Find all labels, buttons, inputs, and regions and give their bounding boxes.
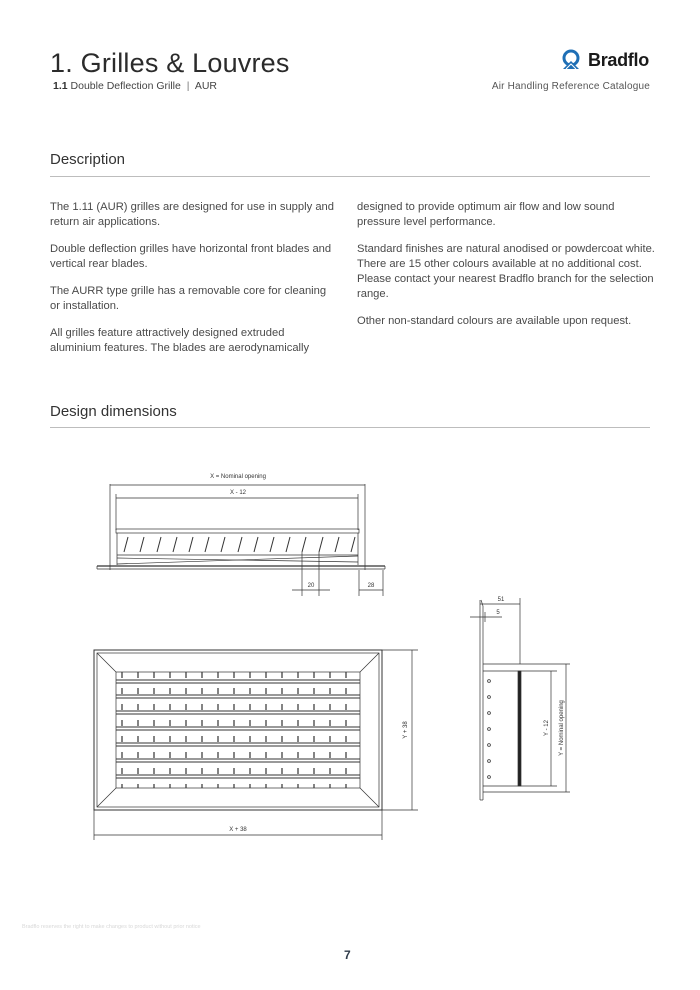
description-paragraph: Double deflection grilles have horizontal front blades and vertical rear blades. [50, 243, 332, 270]
dim-flange-thickness: 5 [496, 610, 500, 616]
description-heading: Description [50, 151, 126, 168]
footer-disclaimer: Bradflo reserves the right to make changes to product without prior notice [22, 924, 201, 930]
dim-y-nominal: Y = Nominal opening [559, 700, 565, 756]
brand-name: Bradflo [588, 49, 649, 70]
dim-x-nominal: X = Nominal opening [210, 474, 266, 480]
subtitle-number: 1.1 [53, 80, 68, 92]
description-divider [50, 176, 650, 177]
dim-x-minus-12: X - 12 [229, 490, 247, 496]
dim-y-minus-12: Y - 12 [544, 720, 550, 736]
description-paragraph: All grilles feature attractively designed extruded aluminium features. The blades are aerodynamically [50, 327, 310, 354]
description-paragraph: The 1.11 (AUR) grilles are designed for use in supply and return air applications. [50, 201, 334, 228]
page-number: 7 [344, 948, 351, 962]
technical-drawing [0, 440, 700, 860]
dim-blade-pitch: 20 [307, 583, 315, 589]
subtitle-separator: | [186, 80, 190, 92]
description-paragraph: Standard finishes are natural anodised or powdercoat white. There are 15 other colours available at no additional cost. Please contact your nearest Bradflo branch for the selection range. [357, 243, 655, 300]
description-right-column [357, 200, 657, 341]
subtitle-code: AUR [194, 80, 218, 92]
design-dimensions-divider [50, 427, 650, 428]
description-left-column [50, 200, 335, 368]
dim-flange: 28 [367, 583, 375, 589]
page-subtitle [53, 80, 217, 92]
dim-depth: 51 [497, 597, 505, 603]
description-paragraph: Other non-standard colours are available upon request. [357, 315, 632, 327]
subtitle-text: Double Deflection Grille [70, 80, 181, 92]
dim-y-plus-38: Y + 38 [403, 721, 409, 739]
design-dimensions-heading: Design dimensions [50, 403, 177, 420]
bradflo-logo-icon [560, 49, 582, 71]
brand-logo [560, 49, 649, 71]
description-paragraph: designed to provide optimum air flow and low sound pressure level performance. [357, 201, 615, 228]
catalogue-label: Air Handling Reference Catalogue [491, 81, 650, 92]
page-title: 1. Grilles & Louvres [50, 48, 290, 78]
description-paragraph: The AURR type grille has a removable core for cleaning or installation. [50, 285, 327, 312]
dim-x-plus-38: X + 38 [229, 827, 247, 833]
